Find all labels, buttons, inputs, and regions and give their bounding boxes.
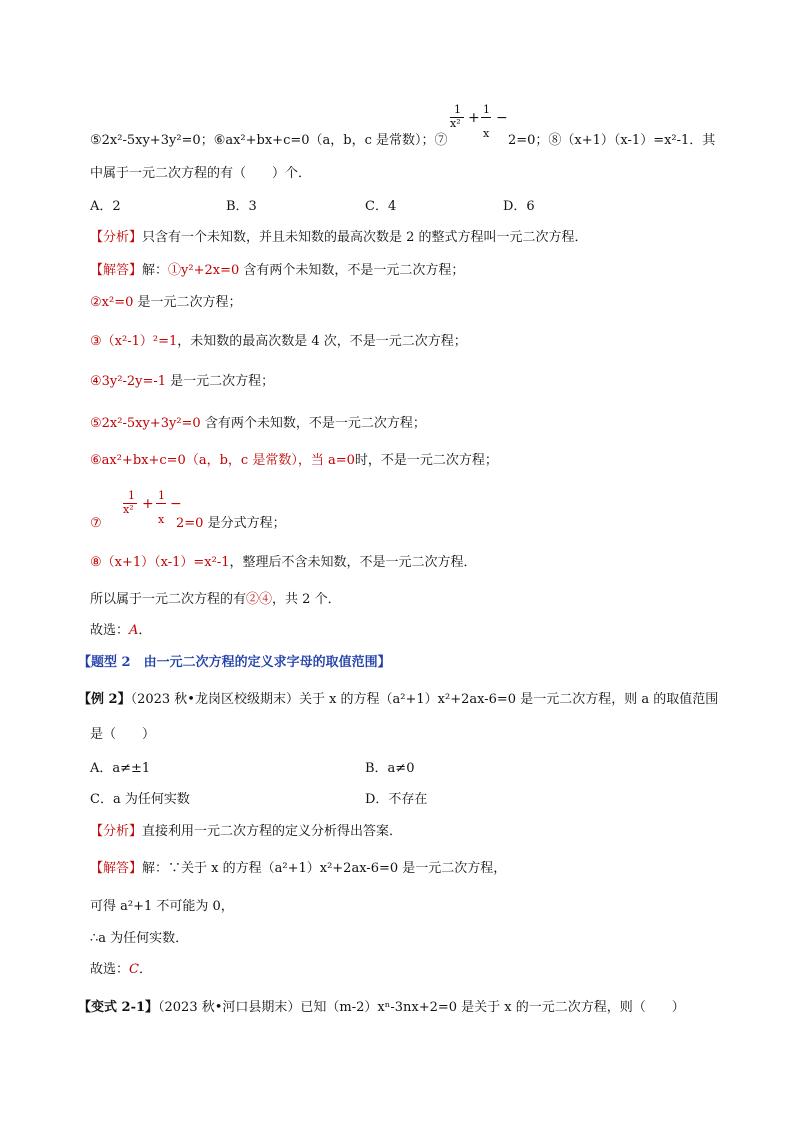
conclusion-text: 所以属于一元二次方程的有 bbox=[90, 592, 247, 607]
example-tag: 【例 2】 bbox=[78, 692, 131, 707]
topic-heading-2: 【题型 2 由一元二次方程的定义求字母的取值范围】 bbox=[78, 655, 391, 670]
answer-tag: 【解答】 bbox=[90, 263, 143, 278]
answer-1-conclusion bbox=[90, 591, 341, 609]
numerator: 1 bbox=[483, 103, 490, 116]
denominator: x² bbox=[450, 117, 461, 130]
answer-2-line-1 bbox=[90, 860, 506, 878]
explanation: ，未知数的最高次数是 4 次，不是一元二次方程； bbox=[177, 334, 467, 349]
analysis-1 bbox=[90, 229, 588, 247]
answer-2-line-2: 可得 a²+1 不可能为 0， bbox=[90, 899, 234, 914]
conclusion-highlight: ②④ bbox=[246, 592, 273, 607]
example-2-option-a: A．a≠±1 bbox=[90, 761, 151, 776]
variant-text: （2023 秋•河口县期末）已知（m-2）xⁿ-3nx+2=0 是关于 x 的一元二次方程，则（ ） bbox=[158, 1000, 685, 1015]
option-d: D．6 bbox=[503, 199, 535, 214]
choice-label: 故选： bbox=[90, 623, 130, 638]
fraction-expression-7 bbox=[448, 104, 508, 148]
denominator: x bbox=[158, 513, 165, 526]
denominator: x² bbox=[123, 503, 134, 516]
analysis-tag: 【分析】 bbox=[90, 824, 143, 839]
example-2-option-c: C．a 为任何实数 bbox=[90, 792, 190, 807]
plus-sign: + bbox=[468, 110, 480, 126]
explanation: 是分式方程； bbox=[203, 516, 286, 531]
equation-8: ⑧（x+1）（x-1）=x²-1 bbox=[90, 555, 230, 570]
analysis-text: 直接利用一元二次方程的定义分析得出答案． bbox=[142, 824, 403, 839]
example-2-line-2: 是（ ） bbox=[90, 727, 156, 742]
denominator: x bbox=[483, 127, 490, 140]
equation-2: ②x²=0 bbox=[90, 295, 134, 310]
question-line-1 bbox=[90, 132, 448, 150]
answer-1-line-5 bbox=[90, 415, 426, 433]
example-text: （2023 秋•龙岗区校级期末）关于 x 的方程（a²+1）x²+2ax-6=0 是一元二次方程，则 a 的取值范围 bbox=[130, 692, 719, 707]
equation-7-rhs: 2=0 bbox=[176, 516, 204, 531]
variant-tag: 【变式 2-1】 bbox=[78, 1000, 159, 1015]
choice-value: A bbox=[129, 623, 139, 638]
choice-end: ． bbox=[138, 962, 152, 977]
answer-1-line-6 bbox=[90, 452, 498, 470]
analysis-tag: 【分析】 bbox=[90, 230, 143, 245]
question-text-part: ⑤2x²-5xy+3y²=0；⑥ax²+bx+c=0（a，b，c 是常数）；⑦ bbox=[90, 133, 448, 148]
answer-1-choice bbox=[90, 622, 151, 640]
fraction-bar bbox=[156, 503, 166, 504]
question-line-1-end bbox=[508, 132, 715, 150]
option-a: A．2 bbox=[90, 199, 121, 214]
equation-5: ⑤2x²-5xy+3y²=0 bbox=[90, 416, 201, 431]
equation-3: ③（x²-1）²=1 bbox=[90, 334, 178, 349]
example-2-option-b: B．a≠0 bbox=[365, 761, 415, 776]
answer-head: 解：∵关于 x 的方程（a²+1）x²+2ax-6=0 是一元二次方程， bbox=[142, 861, 507, 876]
example-2-option-d: D．不存在 bbox=[365, 792, 428, 807]
answer-1-line-8 bbox=[90, 554, 477, 572]
option-b: B．3 bbox=[226, 199, 257, 214]
answer-head: 解： bbox=[142, 263, 169, 278]
explanation: 含有两个未知数，不是一元二次方程； bbox=[239, 263, 465, 278]
explanation: 是一元二次方程； bbox=[133, 295, 242, 310]
conclusion-text: ，共 2 个． bbox=[272, 592, 341, 607]
plus-sign: + bbox=[142, 496, 154, 512]
example-2-line-1 bbox=[78, 691, 718, 709]
numerator: 1 bbox=[454, 103, 461, 116]
answer-tag: 【解答】 bbox=[90, 861, 143, 876]
answer-1-line-4 bbox=[90, 373, 274, 391]
answer-1-line-7-label bbox=[90, 515, 102, 533]
choice-end: ． bbox=[138, 623, 152, 638]
equation-7-label: ⑦ bbox=[90, 516, 102, 531]
numerator: 1 bbox=[128, 489, 135, 502]
explanation: 含有两个未知数，不是一元二次方程； bbox=[200, 416, 426, 431]
answer-1-line-7 bbox=[176, 515, 286, 533]
analysis-2 bbox=[90, 823, 402, 841]
choice-label: 故选： bbox=[90, 962, 130, 977]
answer-2-choice bbox=[90, 961, 152, 979]
option-c: C．4 bbox=[365, 199, 397, 214]
question-text-part: 2=0；⑧（x+1）（x-1）=x²-1．其 bbox=[508, 133, 716, 148]
answer-1-line-1 bbox=[90, 262, 464, 280]
analysis-text: 只含有一个未知数，并且未知数的最高次数是 2 的整式方程叫一元二次方程． bbox=[142, 230, 588, 245]
answer-1-line-3 bbox=[90, 333, 467, 351]
fraction-bar bbox=[481, 117, 491, 118]
numerator: 1 bbox=[158, 489, 165, 502]
explanation: 时，不是一元二次方程； bbox=[354, 453, 498, 468]
explanation: ，整理后不含未知数，不是一元二次方程． bbox=[229, 555, 477, 570]
answer-2-line-3: ∴a 为任何实数． bbox=[90, 931, 189, 946]
fraction-expression-7-answer bbox=[120, 490, 180, 534]
variant-2-1 bbox=[78, 999, 685, 1017]
equation-1: ①y²+2x=0 bbox=[168, 263, 240, 278]
minus-sign: − bbox=[170, 496, 182, 512]
answer-1-line-2 bbox=[90, 294, 242, 312]
equation-4: ④3y²-2y=-1 bbox=[90, 374, 167, 389]
minus-sign: − bbox=[496, 110, 508, 126]
equation-6: ⑥ax²+bx+c=0（a，b，c 是常数），当 a=0 bbox=[90, 453, 355, 468]
question-line-2: 中属于一元二次方程的有（ ）个． bbox=[90, 166, 312, 181]
choice-value: C bbox=[129, 962, 139, 977]
explanation: 是一元二次方程； bbox=[166, 374, 275, 389]
